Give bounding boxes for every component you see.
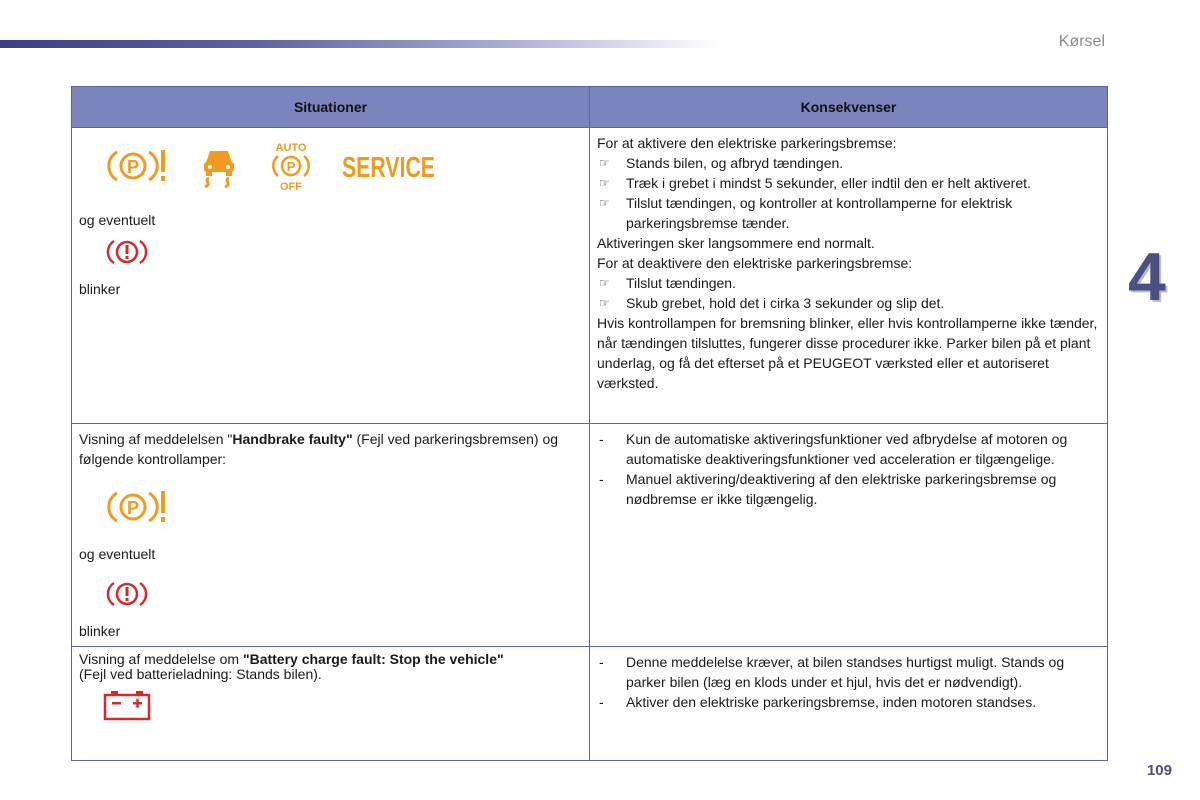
battery-message-text — [79, 652, 582, 682]
list-item — [597, 469, 1100, 509]
parking-brake-warning-icon — [107, 487, 582, 532]
list-item-text: Denne meddelelse kræver, at bilen standses hurtigst muligt. Stands og parker bilen (læg en klods under et hjul, hvis det er nødvendigt). — [626, 654, 1065, 690]
pointing-hand-icon: ☞ — [599, 296, 610, 310]
consequence-text-block — [597, 133, 1100, 393]
svg-text:P: P — [126, 156, 140, 177]
pointing-hand-icon: ☞ — [599, 156, 610, 170]
situation-cell — [72, 647, 590, 761]
list-item-text: Stands bilen, og afbryd tændingen. — [626, 155, 844, 171]
blinks-text: blinker — [79, 623, 121, 639]
chapter-number: 4 — [1128, 239, 1166, 315]
situation-cell — [72, 424, 590, 647]
dash-marker: - — [599, 654, 604, 670]
and-possibly-text: og eventuelt — [79, 212, 156, 228]
paragraph: For at aktivere den elektriske parkeringsbremse: — [597, 135, 897, 151]
paragraph: Aktiveringen sker langsommere end normalt. — [597, 235, 875, 251]
message-battery-fault: "Battery charge fault: Stop the vehicle" — [242, 651, 504, 667]
dash-marker: - — [599, 694, 604, 710]
brake-warning-red-icon — [107, 236, 582, 273]
page-number: 109 — [1146, 762, 1172, 779]
off-label: OFF — [280, 180, 302, 193]
list-item — [597, 652, 1100, 692]
brake-warning-red-icon — [107, 578, 582, 615]
service-label: SERVICE — [342, 151, 435, 184]
list-item-text: Skub grebet, hold det i cirka 3 sekunder og slip det. — [626, 295, 945, 311]
message-intro: Visning af meddelelsen " — [79, 431, 233, 447]
parking-brake-warning-icon — [107, 146, 169, 191]
list-item-text: Tilslut tændingen, og kontroller at kontrollamperne for elektrisk parkeringsbremse tænder. — [626, 195, 1013, 231]
consequence-text-block — [597, 429, 1100, 509]
table-header-row — [72, 87, 1108, 128]
pointing-hand-icon: ☞ — [599, 176, 610, 190]
and-possibly-text: og eventuelt — [79, 546, 156, 562]
list-item — [597, 173, 1100, 193]
auto-parking-off-icon — [269, 140, 313, 197]
list-item — [597, 692, 1100, 712]
consequence-cell — [590, 647, 1108, 761]
handbrake-message-text — [79, 429, 582, 469]
consequence-cell — [590, 128, 1108, 424]
list-item — [597, 193, 1100, 233]
list-item — [597, 153, 1100, 173]
message-intro: Visning af meddelelse om — [79, 651, 243, 667]
table-row — [72, 647, 1108, 761]
list-item — [597, 429, 1100, 469]
situations-table — [71, 86, 1108, 761]
table-row — [72, 128, 1108, 424]
message-handbrake-faulty: Handbrake faulty" — [232, 431, 353, 447]
svg-text:P: P — [126, 498, 140, 518]
warning-lamp-group — [79, 138, 582, 198]
list-item — [597, 293, 1100, 313]
situation-cell — [72, 128, 590, 424]
svg-text:P: P — [286, 158, 296, 174]
battery-warning-icon — [103, 690, 582, 727]
message-translation: (Fejl ved parkeringsbremsen) og følgende kontrollamper: — [79, 431, 559, 467]
list-item-text: Aktiver den elektriske parkeringsbremse, inden motoren standses. — [626, 694, 1037, 710]
header-situations: Situationer — [72, 87, 590, 128]
header-color-bar — [0, 40, 720, 48]
blinks-text: blinker — [79, 281, 121, 297]
stability-control-icon — [197, 143, 241, 194]
message-translation: (Fejl ved batterieladning: Stands bilen). — [79, 666, 322, 682]
dash-marker: - — [599, 471, 604, 487]
table-row — [72, 424, 1108, 647]
consequence-text-block — [597, 652, 1100, 712]
dash-marker: - — [599, 431, 604, 447]
list-item-text: Manuel aktivering/deaktivering af den elektriske parkeringsbremse og nødbremse er ikke tilgængelig. — [626, 471, 1057, 507]
paragraph: Hvis kontrollampen for bremsning blinker, eller hvis kontrollamperne ikke tænder, når tændingen tilsluttes, fungerer disse procedurer ikke. Parker bilen på et plant underlag, og få det efterset på et PEUGEOT værksted eller et autoriseret værksted. — [597, 315, 1098, 391]
list-item-text: Kun de automatiske aktiveringsfunktioner ved afbrydelse af motoren og automatiske deaktiveringsfunktioner ved acceleration er tilgængelige. — [626, 431, 1068, 467]
section-title: Kørsel — [1058, 33, 1105, 50]
list-item — [597, 273, 1100, 293]
paragraph: For at deaktivere den elektriske parkeringsbremse: — [597, 255, 913, 271]
list-item-text: Tilslut tændingen. — [626, 275, 736, 291]
pointing-hand-icon: ☞ — [599, 276, 610, 290]
list-item-text: Træk i grebet i mindst 5 sekunder, eller indtil den er helt aktiveret. — [626, 175, 1031, 191]
pointing-hand-icon: ☞ — [599, 196, 610, 210]
service-icon — [341, 149, 437, 188]
auto-label: AUTO — [275, 141, 307, 154]
consequence-cell — [590, 424, 1108, 647]
header-consequences: Konsekvenser — [590, 87, 1108, 128]
